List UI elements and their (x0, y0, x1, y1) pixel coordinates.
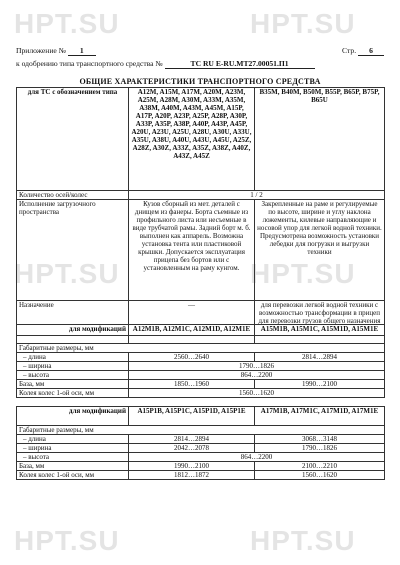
table-row (17, 389, 385, 398)
appendix-number: 1 (68, 46, 96, 56)
track-label: Колея колес 1-ой оси, мм (17, 389, 129, 398)
modifications-table-2 (16, 406, 385, 480)
base-label: База, мм (17, 380, 129, 389)
type-list-b: B35M, B40M, B50M, B55P, B65P, B75P, B65U (255, 88, 385, 191)
table-row (17, 353, 385, 362)
table-row (17, 344, 385, 353)
height-label: – высота (17, 371, 129, 380)
approval-number: TC RU E-RU.MT27.00051.П1 (165, 59, 315, 69)
width-label: – ширина (17, 362, 129, 371)
track-value-b: 1560…1620 (255, 471, 385, 480)
base-value-a: 1850…1960 (129, 380, 255, 389)
height-label: – высота (17, 453, 129, 462)
type-header-cell: для ТС с обозначением типа (17, 88, 129, 191)
length-value-b: 3068…3148 (255, 435, 385, 444)
watermark: HPT.SU (250, 8, 356, 39)
base-value-a: 1990…2100 (129, 462, 255, 471)
page-label: Стр. (342, 46, 357, 55)
table-row (17, 435, 385, 444)
track-value-a: 1812…1872 (129, 471, 255, 480)
modifications-table-1 (16, 324, 385, 398)
watermark: HPT.SU (250, 525, 356, 556)
page-number-block (342, 46, 384, 56)
modification-group-a: A12M1B, A12M1C, A12M1D, A12M1E (129, 325, 255, 344)
length-value-a: 2814…2894 (129, 435, 255, 444)
purpose-value-b: для перевозки легкой водной техники с возможностью трансформации в прицеп для перевозки грузов общего назначения (255, 301, 385, 336)
table-row (17, 371, 385, 380)
height-value: 864…2200 (129, 371, 385, 380)
watermark: HPT.SU (14, 525, 120, 556)
length-value-a: 2560…2640 (129, 353, 255, 362)
modification-group-b: A17M1B, A17M1C, A17M1D, A17M1E (255, 407, 385, 426)
table-row (17, 453, 385, 462)
base-label: База, мм (17, 462, 129, 471)
table-row (17, 462, 385, 471)
width-value-b: 1790…1826 (255, 444, 385, 453)
table-row (17, 88, 385, 191)
table-row (17, 191, 385, 200)
axles-value: 1 / 2 (129, 191, 385, 200)
track-label: Колея колес 1-ой оси, мм (17, 471, 129, 480)
watermark: HPT.SU (250, 258, 356, 289)
types-table (16, 87, 385, 336)
approval-text: к одобрению типа транспортного средства № (16, 59, 163, 68)
length-value-b: 2814…2894 (255, 353, 385, 362)
length-label: – длина (17, 435, 129, 444)
body-label: Исполнение загрузочного пространства (17, 200, 129, 301)
purpose-label: Назначение (17, 301, 129, 336)
base-value-b: 2100…2210 (255, 462, 385, 471)
length-label: – длина (17, 353, 129, 362)
height-value: 864…2200 (129, 453, 385, 462)
table-row (17, 200, 385, 301)
approval-line (16, 59, 384, 69)
modification-group-a: A15P1B, A15P1C, A15P1D, A15P1E (129, 407, 255, 426)
body-desc-a: Кузов сборный из мет. деталей с днищем из фанеры. Борта съемные из профильного листа или несъемные в виде трубчатой рамы. Задний борт м. б. выполнен как аппарель. Возможна установка тента или пластиковой крышки. Допускается эксплуатация прицепа без бортов или с установленным на раму кунгом. (129, 200, 255, 301)
page-number: 6 (358, 46, 384, 56)
axles-label: Количество осей/колес (17, 191, 129, 200)
type-list-a: A12M, A15M, A17M, A20M, A23M, A25M, A28M, A30M, A33M, A35M, A38M, A40M, A43M, A45M, A15P, A17P, A20P, A23P, A25P, A28P, A30P, A33P, A35P, A38P, A40P, A43P, A45P, A20U, A23U, A25U, A28U, A30U, A33U, A35U, A38U, A40U, A43U, A45U, A25Z, A28Z, A30Z, A33Z, A35Z, A38Z, A40Z, A43Z, A45Z (129, 88, 255, 191)
appendix-label: Приложение № (16, 46, 66, 55)
modification-group-b: A15M1B, A15M1C, A15M1D, A15M1E (255, 325, 385, 344)
table-row (17, 380, 385, 389)
table-row (17, 426, 385, 435)
table-row (17, 407, 385, 426)
appendix-line (16, 46, 384, 56)
table-row (17, 362, 385, 371)
body-desc-b: Закрепленные на раме и регулируемые по высоте, ширине и углу наклона ложементы, килевые направляющие и носовой упор для легкой водной техники. Предусмотрена возможность установки лебедки для погрузки и выгрузки техники (255, 200, 385, 301)
dims-label: Габаритные размеры, мм (17, 344, 385, 353)
watermark: HPT.SU (14, 8, 120, 39)
base-value-b: 1990…2100 (255, 380, 385, 389)
table-row (17, 444, 385, 453)
table-row (17, 471, 385, 480)
dims-label: Габаритные размеры, мм (17, 426, 385, 435)
width-value: 1790…1826 (129, 362, 385, 371)
page-title: ОБЩИЕ ХАРАКТЕРИСТИКИ ТРАНСПОРТНОГО СРЕДСТВА (79, 77, 321, 86)
table-row (17, 325, 385, 344)
modifications-header-cell: для модификаций (17, 325, 129, 344)
width-value-a: 2042…2078 (129, 444, 255, 453)
modifications-header-cell: для модификаций (17, 407, 129, 426)
width-label: – ширина (17, 444, 129, 453)
track-value: 1560…1620 (129, 389, 385, 398)
purpose-value-a: — (129, 301, 255, 336)
watermark: HPT.SU (14, 258, 120, 289)
